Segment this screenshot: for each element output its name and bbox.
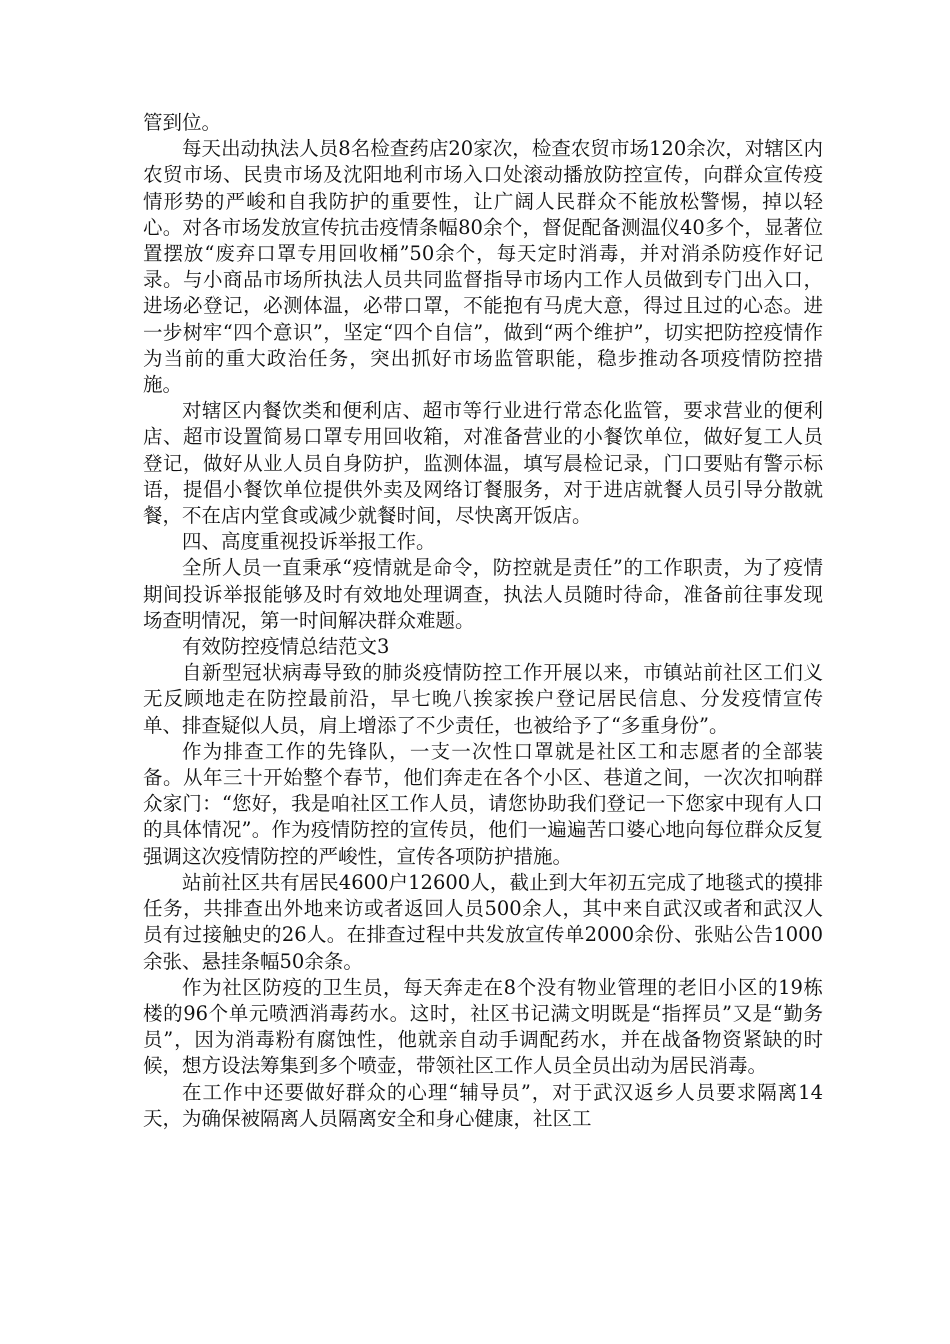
paragraph-11: 在工作中还要做好群众的心理“辅导员”，对于武汉返乡人员要求隔离14天，为确保被隔离人员隔离安全和身心健康，社区工 (143, 1080, 823, 1130)
paragraph-10: 作为社区防疫的卫生员，每天奔走在8个没有物业管理的老旧小区的19栋楼的96个单元喷洒消毒药水。这时，社区书记满文明既是“指挥员”又是“勤务员”，因为消毒粉有腐蚀性，他就亲自动手调配药水，并在战备物资紧缺的时候，想方设法筹集到多个喷壶，带领社区工作人员全员出动为居民消毒。 (143, 975, 823, 1078)
paragraph-8: 作为排查工作的先锋队，一支一次性口罩就是社区工和志愿者的全部装备。从年三十开始整个春节，他们奔走在各个小区、巷道之间，一次次扣响群众家门：“您好，我是咱社区工作人员，请您协助我们登记一下您家中现有人口的具体情况”。作为疫情防控的宣传员，他们一遍遍苦口婆心地向每位群众反复强调这次疫情防控的严峻性，宣传各项防护措施。 (143, 739, 823, 868)
paragraph-7: 自新型冠状病毒导致的肺炎疫情防控工作开展以来，市镇站前社区工们义无反顾地走在防控最前沿，早七晚八挨家挨户登记居民信息、分发疫情宣传单、排查疑似人员，肩上增添了不少责任，也被给予了“多重身份”。 (143, 661, 823, 737)
document-body (143, 110, 823, 1132)
article-title-3: 有效防控疫情总结范文3 (182, 635, 390, 659)
paragraph-9: 站前社区共有居民4600户12600人，截止到大年初五完成了地毯式的摸排任务，共排查出外地来访或者返回人员500余人，其中来自武汉或者和武汉人员有过接触史的26人。在排查过程中共发放宣传单2000余份、张贴公告1000余张、悬挂条幅50余条。 (143, 870, 823, 973)
paragraph-2: 每天出动执法人员8名检查药店20家次，检查农贸市场120余次，对辖区内农贸市场、民贵市场及沈阳地利市场入口处滚动播放防控宣传，向群众宣传疫情形势的严峻和自我防护的重要性，让广阔人民群众不能放松警惕，掉以轻心。对各市场发放宣传抗击疫情条幅80余个，督促配备测温仪40多个，显著位置摆放“废弃口罩专用回收桶”50余个，每天定时消毒，并对消杀防疫作好记录。与小商品市场所执法人员共同监督指导市场内工作人员做到专门出入口，进场必登记，必测体温，必带口罩，不能抱有马虎大意，得过且过的心态。进一步树牢“四个意识”，坚定“四个自信”，做到“两个维护”，切实把防控疫情作为当前的重大政治任务，突出抓好市场监管职能，稳步推动各项疫情防控措施。 (143, 137, 823, 397)
paragraph-3: 对辖区内餐饮类和便利店、超市等行业进行常态化监管，要求营业的便利店、超市设置简易口罩专用回收箱，对准备营业的小餐饮单位，做好复工人员登记，做好从业人员自身防护，监测体温，填写晨检记录，门口要贴有警示标语，提倡小餐饮单位提供外卖及网络订餐服务，对于进店就餐人员引导分散就餐，不在店内堂食或减少就餐时间，尽快离开饭店。 (143, 399, 823, 528)
paragraph-1: 管到位。 (143, 111, 222, 134)
paragraph-5: 全所人员一直秉承“疫情就是命令，防控就是责任”的工作职责，为了疫情期间投诉举报能够及时有效地处理调查，执法人员随时待命，准备前往事发现场查明情况，第一时间解决群众难题。 (143, 556, 823, 632)
section-heading-4: 四、高度重视投诉举报工作。 (182, 530, 436, 554)
